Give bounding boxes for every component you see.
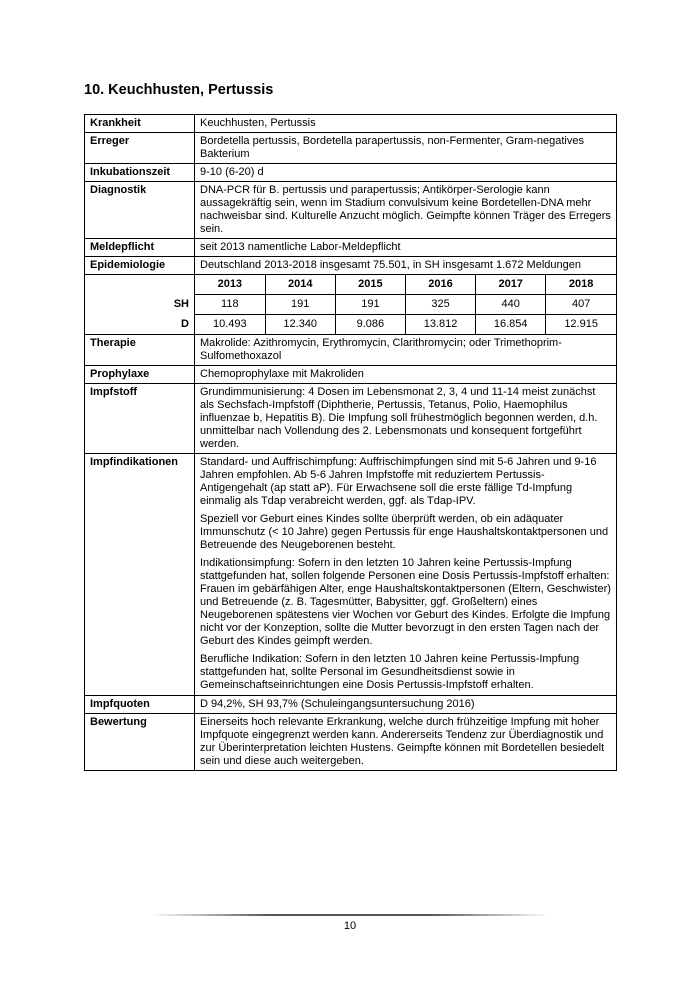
row-prophylaxe bbox=[85, 366, 617, 384]
row-krankheit bbox=[85, 115, 617, 133]
label-impfindikationen: Impfindikationen bbox=[85, 454, 195, 696]
epi-cell: 191 bbox=[335, 295, 405, 315]
row-erreger bbox=[85, 133, 617, 164]
epi-cell: 325 bbox=[405, 295, 475, 315]
row-meldepflicht bbox=[85, 239, 617, 257]
row-therapie bbox=[85, 335, 617, 366]
epi-row-label-sh: SH bbox=[173, 298, 189, 310]
row-impfquoten bbox=[85, 696, 617, 714]
label-bewertung: Bewertung bbox=[85, 714, 195, 771]
epi-cell: 191 bbox=[265, 295, 335, 315]
page-heading: 10. Keuchhusten, Pertussis bbox=[84, 82, 274, 98]
epi-row-d bbox=[195, 315, 616, 335]
epi-year-table-cell bbox=[195, 275, 617, 335]
epi-cell: 407 bbox=[546, 295, 616, 315]
value-diagnostik: DNA-PCR für B. pertussis und parapertussis; Antikörper-Serologie kann aussagekräftig sein, wenn im Stadium convulsivum keine Bordetellen-DNA mehr nachweisbar sind. Kulturelle Anzucht möglich. Geimpfte können Träger des Erregers sein. bbox=[195, 182, 617, 239]
year-header: 2017 bbox=[476, 275, 546, 295]
epi-cell: 9.086 bbox=[335, 315, 405, 335]
paragraph-vor-geburt: Speziell vor Geburt eines Kindes sollte überprüft werden, ob ein adäquater Immunschutz (< 10 Jahre) gegen Pertussis für enge Haushaltskontaktpersonen und Betreuende des Neugeborenen besteht. bbox=[200, 513, 609, 551]
value-krankheit: Keuchhusten, Pertussis bbox=[195, 115, 617, 133]
label-krankheit: Krankheit bbox=[85, 115, 195, 133]
epi-cell: 16.854 bbox=[476, 315, 546, 335]
value-prophylaxe: Chemoprophylaxe mit Makroliden bbox=[195, 366, 617, 384]
value-epidemiologie: Deutschland 2013-2018 insgesamt 75.501, in SH insgesamt 1.672 Meldungen bbox=[195, 257, 617, 275]
epi-cell: 10.493 bbox=[195, 315, 265, 335]
epi-cell: 118 bbox=[195, 295, 265, 315]
value-therapie: Makrolide: Azithromycin, Erythromycin, Clarithromycin; oder Trimethoprim-Sulfomethoxazol bbox=[195, 335, 617, 366]
label-therapie: Therapie bbox=[85, 335, 195, 366]
epi-row-labels bbox=[85, 275, 195, 335]
year-header: 2018 bbox=[546, 275, 616, 295]
epi-year-header bbox=[195, 275, 616, 295]
epi-row-label-d: D bbox=[181, 318, 189, 330]
value-impfstoff: Grundimmunisierung: 4 Dosen im Lebensmonat 2, 3, 4 und 11-14 meist zunächst als Sechsfach-Impfstoff (Diphtherie, Pertussis, Tetanus, Polio, Haemophilus influenzae b, Hepatitis B). Die Impfung soll frühestmöglich begonnen werden, d.h. unmittelbar nach Vollendung des 2. Lebensmonats und konsequent fortgeführt werden. bbox=[195, 384, 617, 454]
row-impfindikationen bbox=[85, 454, 617, 696]
row-epidemiologie bbox=[85, 257, 617, 275]
row-impfstoff bbox=[85, 384, 617, 454]
paragraph-berufliche-indikation: Berufliche Indikation: Sofern in den letzten 10 Jahren keine Pertussis-Impfung stattgefunden hat, sollte Personal im Gesundheitsdienst sowie in Gemeinschaftseinrichtungen eine Dosis Pertussis-Impfstoff erhalten. bbox=[200, 653, 580, 691]
value-meldepflicht: seit 2013 namentliche Labor-Meldepflicht bbox=[195, 239, 617, 257]
page-number: 10 bbox=[343, 920, 357, 932]
epi-cell: 440 bbox=[476, 295, 546, 315]
disease-table bbox=[84, 114, 617, 771]
value-bewertung: Einerseits hoch relevante Erkrankung, welche durch frühzeitige Impfung mit hoher Impfquote eingegrenzt werden kann. Andererseits Tendenz zur Überdiagnostik und zur Überinterpretation leichten Hustens. Geimpfte können mit Bordetellen besiedelt sein und diese auch weitergeben. bbox=[195, 714, 617, 771]
label-impfstoff: Impfstoff bbox=[85, 384, 195, 454]
year-header: 2013 bbox=[195, 275, 265, 295]
value-inkubationszeit: 9-10 (6-20) d bbox=[195, 164, 617, 182]
paragraph-standardimpfung: Standard- und Auffrischimpfung: Auffrischimpfungen sind mit 5-6 Jahren und 9-16 Jahren empfohlen. Ab 5-6 Jahren Impfstoffe mit reduziertem Pertussis-Antigengehalt (ap statt aP). Für Erwachsene soll die erste fällige Td-Impfung einmalig als Tdap verabreicht werden, ggf. als Tdap-IPV. bbox=[200, 456, 597, 507]
epi-year-table bbox=[195, 275, 616, 334]
epi-cell: 12.915 bbox=[546, 315, 616, 335]
footer-divider bbox=[150, 914, 550, 916]
value-impfquoten: D 94,2%, SH 93,7% (Schuleingangsuntersuchung 2016) bbox=[195, 696, 617, 714]
row-epi-years bbox=[85, 275, 617, 335]
row-bewertung bbox=[85, 714, 617, 771]
label-inkubationszeit: Inkubationszeit bbox=[85, 164, 195, 182]
paragraph-indikationsimpfung: Indikationsimpfung: Sofern in den letzten 10 Jahren keine Pertussis-Impfung stattgefunden hat, sollen folgende Personen eine Dosis Pertussis-Impfstoff erhalten: Frauen im gebärfähigen Alter, enge Haushaltskontaktpersonen (Eltern, Geschwister) und Betreuende (z. B. Tagesmütter, Babysitter, ggf. Großeltern) eines Neugeborenen spätestens vier Wochen vor Geburt des Kindes. Erfolgte die Impfung nicht vor der Konzeption, sollte die Mutter bevorzugt in den ersten Tagen nach der Geburt des Kindes geimpft werden. bbox=[200, 557, 611, 647]
epi-cell: 13.812 bbox=[405, 315, 475, 335]
label-meldepflicht: Meldepflicht bbox=[85, 239, 195, 257]
label-erreger: Erreger bbox=[85, 133, 195, 164]
row-diagnostik bbox=[85, 182, 617, 239]
label-epidemiologie: Epidemiologie bbox=[85, 257, 195, 275]
label-diagnostik: Diagnostik bbox=[85, 182, 195, 239]
value-erreger: Bordetella pertussis, Bordetella parapertussis, non-Fermenter, Gram-negatives Bakterium bbox=[195, 133, 617, 164]
label-prophylaxe: Prophylaxe bbox=[85, 366, 195, 384]
label-impfquoten: Impfquoten bbox=[85, 696, 195, 714]
year-header: 2015 bbox=[335, 275, 405, 295]
year-header: 2016 bbox=[405, 275, 475, 295]
epi-row-sh bbox=[195, 295, 616, 315]
row-inkubationszeit bbox=[85, 164, 617, 182]
year-header: 2014 bbox=[265, 275, 335, 295]
epi-cell: 12.340 bbox=[265, 315, 335, 335]
value-impfindikationen bbox=[195, 454, 617, 696]
